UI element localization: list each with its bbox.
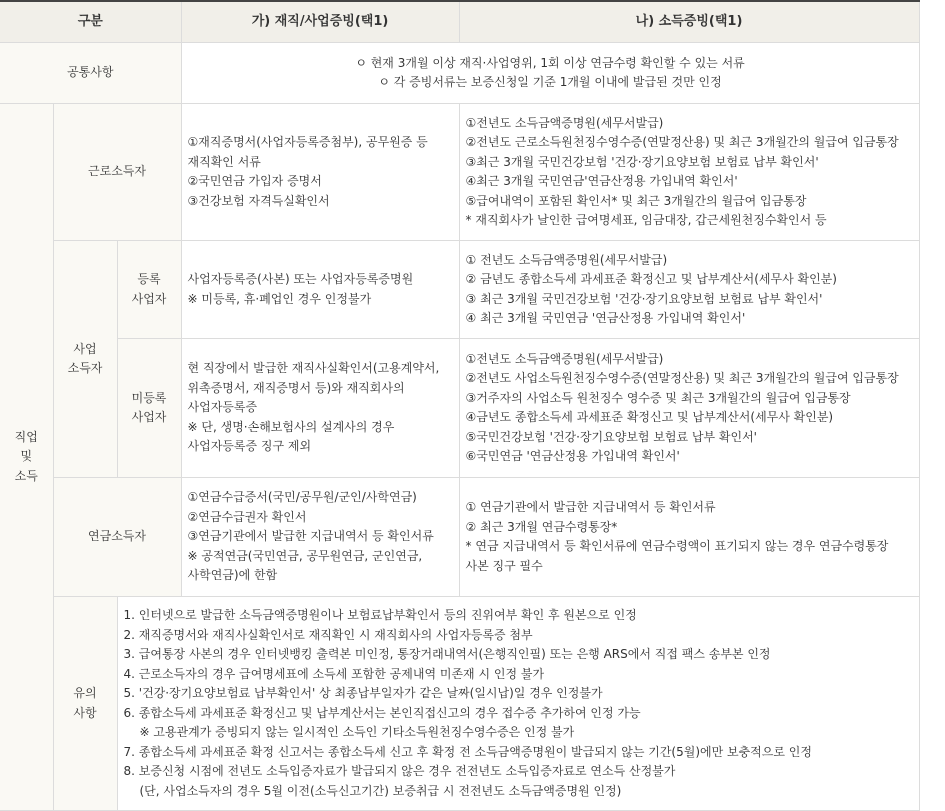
registered-income-line: ① 전년도 소득금액증명원(세무서발급) [465, 252, 668, 267]
common-label: 공통사항 [0, 43, 181, 104]
header-employment-proof: 가) 재직/사업증빙(택1) [181, 1, 459, 43]
unregistered-employment-line: 사업자등록증 징구 제외 [187, 439, 312, 454]
unregistered-employment-line: 위촉증명서, 재직증명서 등)와 재직회사의 [187, 380, 405, 395]
header-income-proof: 나) 소득증빙(택1) [459, 1, 919, 43]
table-header-row [0, 1, 919, 43]
unregistered-employment-line: ※ 단, 생명·손해보험사의 설계사의 경우 [187, 419, 395, 434]
notes-label-line-2: 사항 [73, 705, 97, 720]
common-line-1: ㅇ 현재 3개월 이상 재직·사업영위, 1회 이상 연금수령 확인할 수 있는 서류 [355, 55, 745, 70]
unregistered-income-line: ①전년도 소득금액증명원(세무서발급) [465, 351, 664, 366]
salary-employment [181, 104, 459, 241]
unregistered-income-line: ②전년도 사업소득원천징수영수증(연말정산용) 및 최근 3개월간의 월급여 입금통장 [465, 371, 899, 385]
unregistered-income-line: ⑤국민건강보험 '건강·장기요양보험 보험료 납부 확인서' [465, 429, 757, 444]
unregistered-label-line-1: 미등록 [131, 390, 167, 405]
pension-employment-line: ③연금기관에서 발급한 지급내역서 등 확인서류 [187, 529, 434, 544]
note-item: 3. 급여통장 사본의 경우 인터넷뱅킹 출력본 미인정, 통장거래내역서(은행직인필) 또는 은행 ARS에서 직접 팩스 송부본 인정 [123, 647, 771, 661]
unregistered-business-row [0, 339, 919, 478]
registered-business-row [0, 241, 919, 339]
pension-income-line: 사본 징구 필수 [465, 558, 543, 573]
salary-employment-line: 재직확인 서류 [187, 154, 261, 169]
pension-employment-line: ②연금수급권자 확인서 [187, 509, 307, 524]
pension-income-line: * 연금 지급내역서 등 확인서류에 연금수령액이 표기되지 않는 경우 연금수령통장 [465, 539, 889, 553]
pension-income-line: ② 최근 3개월 연금수령통장* [465, 519, 618, 534]
business-label [53, 241, 117, 478]
salary-employment-line: ②국민연금 가입자 증명서 [187, 174, 322, 188]
salary-income [459, 104, 919, 241]
salary-income-line: ④최근 3개월 국민연금'연금산정용 가입내역 확인서' [465, 174, 738, 188]
unregistered-income-line: ④금년도 종합소득세 과세표준 확정신고 및 납부계산서(세무사 확인분) [465, 410, 834, 424]
note-item: 1. 인터넷으로 발급한 소득금액증명원이나 보험료납부확인서 등의 진위여부 확인 후 원본으로 인정 [123, 608, 637, 622]
unregistered-label [117, 339, 181, 478]
salary-income-line: ②전년도 근로소득원천징수영수증(연말정산용) 및 최근 3개월간의 월급여 입금통장 [465, 135, 899, 149]
registered-label [117, 241, 181, 339]
group-label-line-3: 소득 [14, 468, 38, 483]
business-label-line-2: 소득자 [67, 361, 103, 375]
salary-income-line: ⑤급여내역이 포함된 확인서* 및 최근 3개월간의 월급여 입금통장 [465, 193, 807, 208]
unregistered-label-line-2: 사업자 [131, 410, 167, 424]
registered-label-line-1: 등록 [137, 272, 161, 286]
registered-label-line-2: 사업자 [131, 291, 167, 306]
salary-employment-line: ①재직증명서(사업자등록증첨부), 공무원증 등 [187, 135, 428, 149]
registered-income-line: ③ 최근 3개월 국민건강보험 '건강·장기요양보험 보험료 납부 확인서' [465, 291, 823, 306]
registered-income [459, 241, 919, 339]
note-item: 7. 종합소득세 과세표준 확정 신고서는 종합소득세 신고 후 확정 전 소득금액증명원이 발급되지 않는 기간(5월)에만 보충적으로 인정 [123, 744, 812, 759]
notes-content [117, 597, 919, 811]
pension-row [0, 478, 919, 597]
note-item: 4. 근로소득자의 경우 급여명세표에 소득세 포함한 공제내역 미존재 시 인정 불가 [123, 666, 545, 681]
pension-label: 연금소득자 [53, 478, 181, 597]
pension-income-line: ① 연금기관에서 발급한 지급내역서 등 확인서류 [465, 500, 716, 514]
salary-label: 근로소득자 [53, 104, 181, 241]
salary-income-line: ①전년도 소득금액증명원(세무서발급) [465, 115, 664, 130]
pension-employment-line: ※ 공적연금(국민연금, 공무원연금, 군인연금, [187, 548, 423, 563]
unregistered-income [459, 339, 919, 478]
pension-employment-line: ①연금수급증서(국민/공무원/군인/사학연금) [187, 490, 417, 505]
salary-income-line: * 재직회사가 날인한 급여명세표, 임금대장, 갑근세원천징수확인서 등 [465, 213, 827, 227]
registered-employment-line: ※ 미등록, 휴·폐업인 경우 인정불가 [187, 291, 372, 306]
salary-row [0, 104, 919, 241]
note-item: ※ 고용관계가 증빙되지 않는 일시적인 소득인 기타소득원천징수영수증은 인정 불가 [139, 725, 575, 739]
note-item: 2. 재직증명서와 재직사실확인서로 재직확인 시 재직회사의 사업자등록증 첨부 [123, 627, 533, 642]
unregistered-income-line: ⑥국민연금 '연금산정용 가입내역 확인서' [465, 449, 680, 463]
salary-income-line: ③최근 3개월 국민건강보험 '건강·장기요양보험 보험료 납부 확인서' [465, 154, 819, 169]
registered-employment-line: 사업자등록증(사본) 또는 사업자등록증명원 [187, 272, 414, 286]
common-content [181, 43, 919, 104]
registered-income-line: ④ 최근 3개월 국민연금 '연금산정용 가입내역 확인서' [465, 311, 746, 325]
note-item: (단, 사업소득자의 경우 5월 이전(소득신고기간) 보증취급 시 전전년도 소득금액증명원 인정) [139, 783, 622, 798]
note-item: 5. '건강·장기요양보험료 납부확인서' 상 최종납부일자가 같은 날짜(일시납)일 경우 인정불가 [123, 686, 603, 700]
notes-row [0, 597, 919, 811]
group-label [0, 104, 53, 811]
registered-employment [181, 241, 459, 339]
note-item: 6. 종합소득세 과세표준 확정신고 및 납부계산서는 본인직접신고의 경우 접수증 추가하여 인정 가능 [123, 705, 641, 720]
pension-income [459, 478, 919, 597]
notes-label-line-1: 유의 [73, 686, 97, 700]
salary-employment-line: ③건강보험 자격득실확인서 [187, 193, 330, 208]
unregistered-employment-line: 사업자등록증 [187, 400, 258, 415]
pension-employment [181, 478, 459, 597]
common-row [0, 43, 919, 104]
business-label-line-1: 사업 [73, 341, 97, 356]
unregistered-employment [181, 339, 459, 478]
registered-income-line: ② 금년도 종합소득세 과세표준 확정신고 및 납부계산서(세무사 확인분) [465, 272, 837, 286]
unregistered-employment-line: 현 직장에서 발급한 재직사실확인서(고용계약서, [187, 361, 440, 376]
unregistered-income-line: ③거주자의 사업소득 원천징수 영수증 및 최근 3개월간의 월급여 입금통장 [465, 390, 851, 405]
common-line-2: ㅇ 각 증빙서류는 보증신청일 기준 1개월 이내에 발급된 것만 인정 [378, 75, 722, 89]
group-label-line-2: 및 [20, 449, 33, 464]
pension-employment-line: 사학연금)에 한함 [187, 568, 278, 583]
note-item: 8. 보증신청 시점에 전년도 소득입증자료가 발급되지 않은 경우 전전년도 소득입증자료로 연소득 산정불가 [123, 764, 676, 778]
group-label-line-1: 직업 [14, 429, 38, 444]
notes-label [53, 597, 117, 811]
header-category: 구분 [0, 1, 181, 43]
